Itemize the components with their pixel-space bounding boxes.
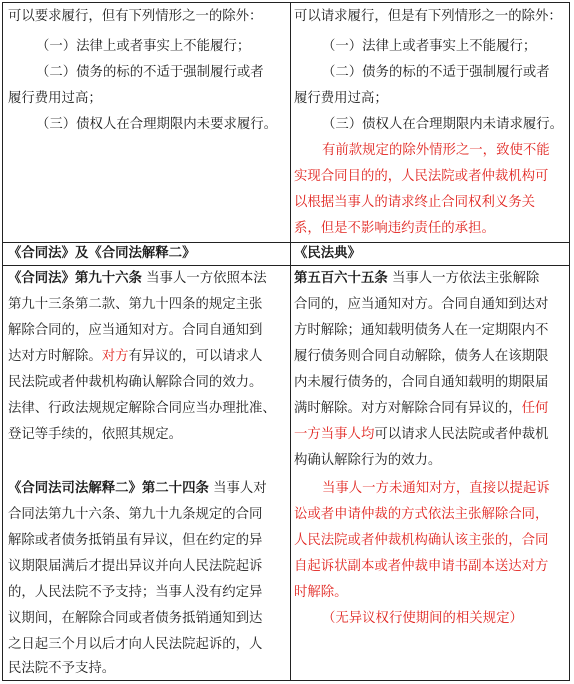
- art96-title: 《合同法》第九十六条: [8, 271, 142, 286]
- r1-right-line-5: （三）债权人在合理期限内未请求履行。: [322, 117, 564, 132]
- r3-right-b2-line-3: 人民法院或者仲裁机构确认该主张的，合同: [294, 533, 549, 548]
- r1-right-red-line-2: 实现合同目的的，人民法院或者仲裁机构可: [294, 169, 549, 184]
- r3-right-b2-line-1: 当事人一方未通知对方，直接以提起诉: [322, 481, 550, 496]
- r3-right-b1-line-5: 内未履行债务的，合同自通知载明的期限届: [294, 375, 549, 390]
- r3-left-b1-line-6: 法律、行政法规规定解除合同应当办理批准、: [8, 401, 276, 416]
- r3-left-b2-line-4: 议期限届满后才提出异议并向人民法院起诉: [8, 559, 263, 574]
- r1-right-red-line-4: 系，但是不影响违约责任的承担。: [294, 221, 495, 236]
- r1-right-line-4: 履行费用过高；: [294, 91, 388, 106]
- r3-right-b2-line-2: 讼或者申请仲裁的方式依法主张解除合同，: [294, 507, 549, 522]
- r3-left-b1-red-word: 对方: [101, 349, 129, 364]
- r3-right-b1-line-6a: 满时解除。对方对解除合同有异议的，: [294, 401, 522, 416]
- r1-right-line-1: 可以请求履行，但是有下列情形之一的除外：: [294, 9, 562, 24]
- r3-left-b2-line-6: 议期间，在解除合同或者债务抵销通知到达: [8, 611, 263, 626]
- r1-left-line-2: （一）法律上或者事实上不能履行；: [36, 39, 251, 54]
- r3-left-b1-line-5: 民法院或者仲裁机构确认解除合同的效力。: [8, 375, 263, 390]
- header-right: 《民法典》: [294, 246, 361, 261]
- r3-right-b1-red-word-2: 一方当事人均: [294, 427, 375, 442]
- r3-right-b1-line-4: 履行债务则合同自动解除，债务人在该期限: [294, 349, 549, 364]
- r3-left-b1-line-7: 登记等手续的，依照其规定。: [8, 427, 183, 442]
- r3-left-b2-line-5: 的，人民法院不予支持；当事人没有约定异: [8, 585, 263, 600]
- r3-left-b1-line-4: [8, 346, 262, 368]
- r1-left-line-5: （三）债权人在合理期限内未要求履行。: [36, 117, 278, 132]
- r1-right-line-3: （二）债务的标的不适于强制履行或者: [322, 65, 550, 80]
- r3-left-b2-line-8: 民法院不予支持。: [8, 661, 116, 676]
- r3-left-b1-line-3: 解除合同的，应当通知对方。合同自通知到: [8, 323, 263, 338]
- r3-left-b2-line-1: [8, 478, 267, 500]
- art565-first-rest: 当事人一方依法主张解除: [387, 271, 540, 286]
- r3-left-b2-line-2: 合同法第九十六条、第九十九条规定的合同: [8, 507, 263, 522]
- r3-left-b2-line-3: 解除或者债务抵销虽有异议，但在约定的异: [8, 533, 263, 548]
- r1-right-line-2: （一）法律上或者事实上不能履行；: [322, 39, 537, 54]
- r3-left-b1-line-2: 第九十三条第二款、第九十四条的规定主张: [8, 297, 263, 312]
- art96-first-rest: 当事人一方依照本法: [141, 271, 267, 286]
- r3-right-b1-red-word-1: 任何: [521, 401, 549, 416]
- r3-right-b2-note: （无异议权行使期间的相关规定）: [322, 611, 523, 626]
- r3-left-b2-line-7: 之日起三个月以后才向人民法院起诉的，人: [8, 637, 263, 652]
- r3-left-b1-line-4b: 有异议的，可以请求人: [128, 349, 263, 364]
- r3-right-b1-line-8: 构确认解除行为的效力。: [294, 453, 442, 468]
- art565-title: 第五百六十五条: [294, 271, 388, 286]
- r3-right-b2-line-5: 时解除。: [294, 585, 348, 600]
- r3-right-b1-line-1: [294, 268, 539, 290]
- r1-left-line-1: 可以要求履行，但有下列情形之一的除外：: [8, 9, 263, 24]
- r1-right-red-line-1: 有前款规定的除外情形之一，致使不能: [322, 143, 550, 158]
- r3-right-b1-line-7: [294, 424, 548, 446]
- r1-left-line-4: 履行费用过高；: [8, 91, 102, 106]
- column-divider: [290, 3, 291, 680]
- header-left: 《合同法》及《合同法解释二》: [8, 246, 196, 261]
- r3-left-b1-line-1: [8, 268, 267, 290]
- r3-right-b1-line-7b: 可以请求人民法院或者仲裁机: [374, 427, 549, 442]
- r3-right-b1-line-2: 合同的，应当通知对方。合同自通知到达对: [294, 297, 549, 312]
- r1-right-red-line-3: 以根据当事人的请求终止合同权利义务关: [294, 195, 536, 210]
- interp24-first-rest: 当事人对: [208, 481, 267, 496]
- r3-right-b2-line-4: 自起诉状副本或者仲裁申请书副本送达对方: [294, 559, 549, 574]
- r3-left-b1-line-4a: 达对方时解除。: [8, 349, 102, 364]
- row-divider-2: [3, 265, 569, 266]
- r3-right-b1-line-3: 方时解除；通知载明债务人在一定期限内不: [294, 323, 549, 338]
- interp24-title: 《合同法司法解释二》第二十四条: [8, 481, 209, 496]
- r1-left-line-3: （二）债务的标的不适于强制履行或者: [36, 65, 264, 80]
- r3-right-b1-line-6: [294, 398, 548, 420]
